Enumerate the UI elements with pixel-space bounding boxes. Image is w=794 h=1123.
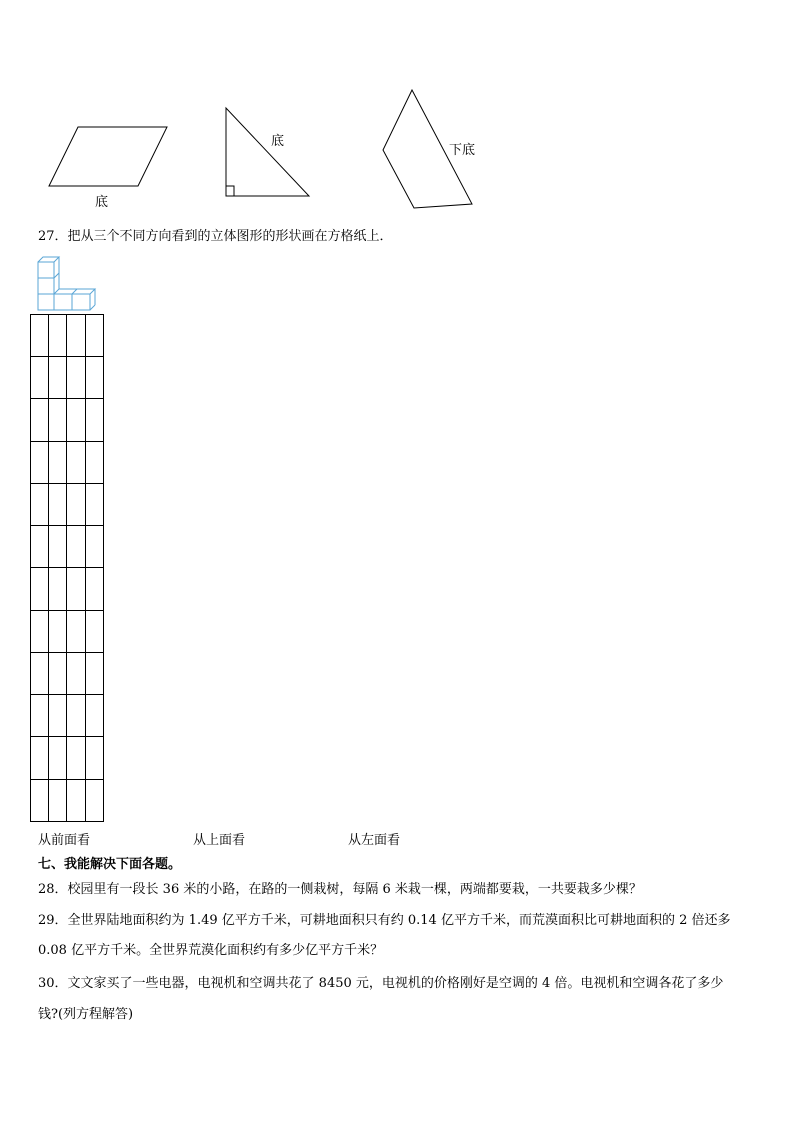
question-29-line-1: 29．全世界陆地面积约为 1.49 亿平方千米，可耕地面积只有约 0.14 亿平方千米，而荒漠面积比可耕地面积的 2 倍还多	[38, 913, 731, 928]
question-29-line-2: 0.08 亿平方千米。全世界荒漠化面积约有多少亿平方千米？	[38, 943, 384, 958]
cube-stack-illustration	[36, 254, 98, 314]
view-label-front: 从前面看	[38, 833, 91, 848]
view-label-left: 从左面看	[348, 833, 401, 848]
right-triangle-shape	[226, 108, 309, 196]
section-7-title: 七、我能解决下面各题。	[38, 857, 182, 872]
question-28-text: 28．校园里有一段长 36 米的小路，在路的一侧栽树，每隔 6 米栽一棵，两端都要栽，一共要栽多少棵？	[38, 882, 642, 897]
triangle-base-label: 底	[271, 134, 285, 149]
grid-paper[interactable]	[30, 314, 106, 824]
parallelogram-shape	[49, 127, 167, 186]
question-30-line-1: 30．文文家买了一些电器，电视机和空调共花了 8450 元，电视机的价格刚好是空调的 4 倍。电视机和空调各花了多少	[38, 976, 724, 991]
trapezoid-base-label: 下底	[449, 143, 476, 158]
question-27-text: 27．把从三个不同方向看到的立体图形的形状画在方格纸上．	[38, 229, 393, 244]
geometry-figures	[0, 80, 520, 220]
view-label-top: 从上面看	[193, 833, 246, 848]
parallelogram-base-label: 底	[95, 195, 109, 210]
question-30-line-2: 钱?(列方程解答)	[38, 1007, 134, 1022]
right-angle-mark	[226, 186, 234, 196]
